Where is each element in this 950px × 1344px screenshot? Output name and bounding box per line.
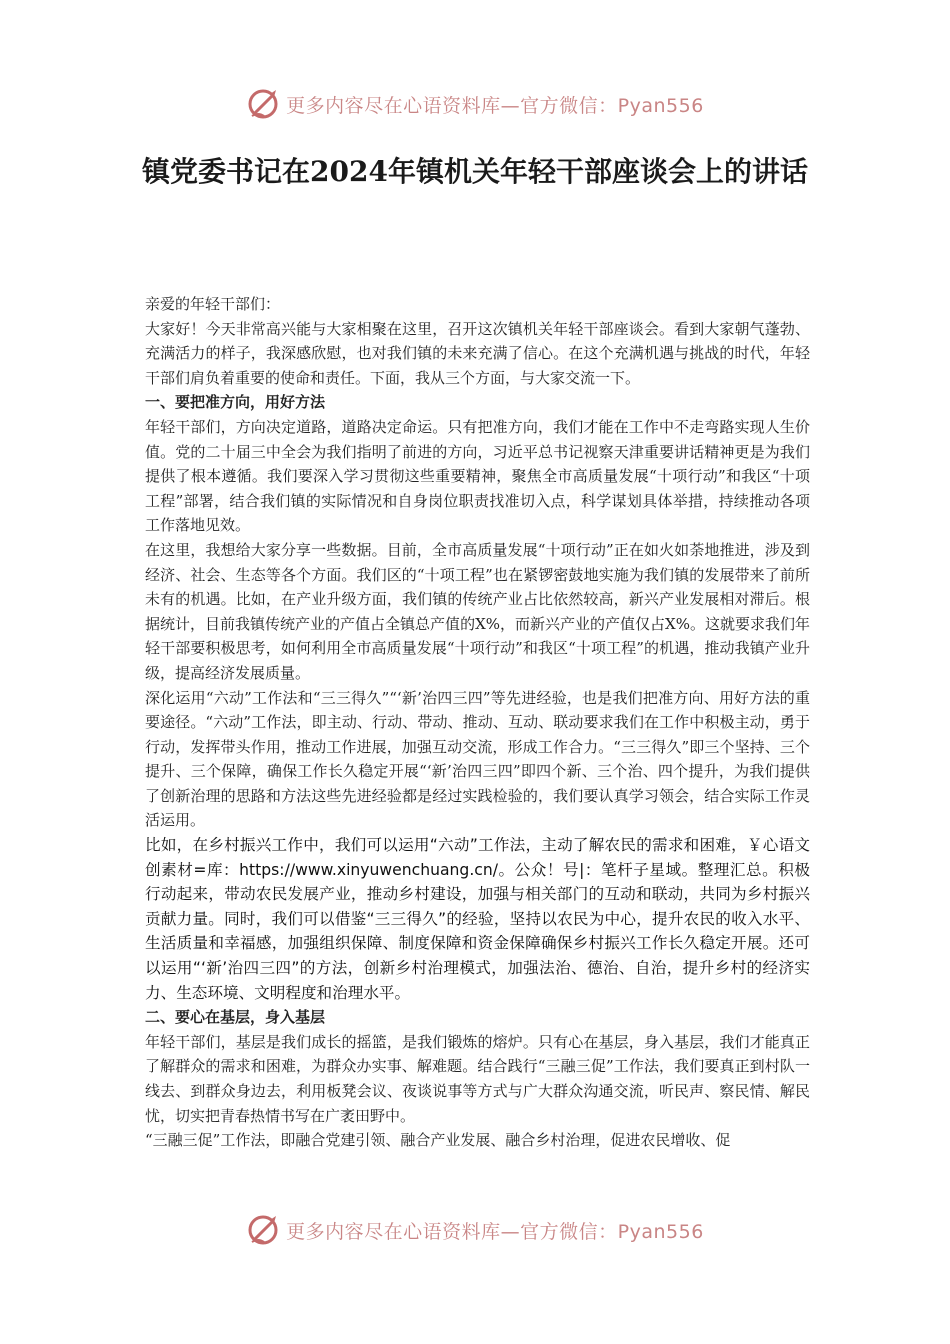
watermark-text: 更多内容尽在心语资料库—官方微信：Pyan556 [286,94,704,117]
paragraph: 在这里，我想给大家分享一些数据。目前，全市高质量发展“十项行动”正在如火如荼地推进，涉及到经济、社会、生态等各个方面。我们区的“十项工程”也在紧锣密鼓地实施为我们镇的发展带来了前所未有的机遇。比如，在产业升级方面，我们镇的传统产业占比依然较高，新兴产业发展相对滞后。根据统计，目前我镇传统产业的产值占全镇总产值的X%，而新兴产业的产值仅占X%。这就要求我们年轻干部要积极思考，如何利用全市高质量发展“十项行动”和我区“十项工程”的机遇，推动我镇产业升级，提高经济发展质量。 [145,540,810,682]
section-heading: 一、要把准方向，用好方法 [145,393,326,412]
paragraph: 年轻干部们，方向决定道路，道路决定命运。只有把准方向，我们才能在工作中不走弯路实现人生价值。党的二十届三中全会为我们指明了前进的方向，习近平总书记视察天津重要讲话精神更是为我们提供了根本遵循。我们要深入学习贯彻这些重要精神，聚焦全市高质量发展“十项行动”和我区“十项工程”部署，结合我们镇的实际情况和自身岗位职责找准切入点，科学谋划具体举措，持续推动各项工作落地见效。 [145,417,810,535]
paragraph: 年轻干部们，基层是我们成长的摇篮，是我们锻炼的熔炉。只有心在基层，身入基层，我们才能真正了解群众的需求和困难，为群众办实事、解难题。结合践行“三融三促”工作法，我们要真正到村队一线去、到群众身边去，利用板凳会议、夜谈说事等方式与广大群众沟通交流，听民声、察民情、解民忧，切实把青春热情书写在广袤田野中。 [145,1032,810,1125]
pen-logo-icon [246,86,282,122]
paragraph: 大家好！今天非常高兴能与大家相聚在这里，召开这次镇机关年轻干部座谈会。看到大家朝气蓬勃、充满活力的样子，我深感欣慰，也对我们镇的未来充满了信心。在这个充满机遇与挑战的时代，年轻干部们肩负着重要的使命和责任。下面，我从三个方面，与大家交流一下。 [145,319,810,387]
paragraph: 比如，在乡村振兴工作中，我们可以运用“六动”工作法，主动了解农民的需求和困难，￥心语文创素材=库：https://www.xinyuwenchuang.cn/。公众！号|：笔杆子星域。整理汇总。积极行动起来，带动农民发展产业，推动乡村建设，加强与相关部门的互动和联动，共同为乡村振兴贡献力量。同时，我们可以借鉴“三三得久”的经验，坚持以农民为中心，提升农民的收入水平、生活质量和幸福感，加强组织保障、制度保障和资金保障确保乡村振兴工作长久稳定开展。还可以运用“‘新’治四三四”的方法，创新乡村治理模式，加强法治、德治、自治，提升乡村的经济实力、生态环境、文明程度和治理水平。 [145,836,810,1002]
section-heading: 二、要心在基层，身入基层 [145,1008,326,1027]
watermark-footer [0,1210,950,1250]
document-title: 镇党委书记在2024年镇机关年轻干部座谈会上的讲话 [142,155,808,188]
paragraph: 深化运用“六动”工作法和“三三得久”“‘新’治四三四”等先进经验，也是我们把准方向、用好方法的重要途径。“六动”工作法，即主动、行动、带动、推动、互动、联动要求我们在工作中积极主动，勇于行动，发挥带头作用，推动工作进展，加强互动交流，形成工作合力。“三三得久”即三个坚持、三个提升、三个保障，确保工作长久稳定开展“‘新’治四三四”即四个新、三个治、四个提升，为我们提供了创新治理的思路和方法这些先进经验都是经过实践检验的，我们要认真学习领会，结合实际工作灵活运用。 [145,688,810,830]
pen-logo-icon [246,1212,282,1248]
watermark-header [0,84,950,124]
paragraph: “三融三促”工作法，即融合党建引领、融合产业发展、融合乡村治理，促进农民增收、促 [145,1131,731,1150]
watermark-text: 更多内容尽在心语资料库—官方微信：Pyan556 [286,1220,704,1243]
document-body [145,292,810,1153]
salutation: 亲爱的年轻干部们： [145,295,281,313]
